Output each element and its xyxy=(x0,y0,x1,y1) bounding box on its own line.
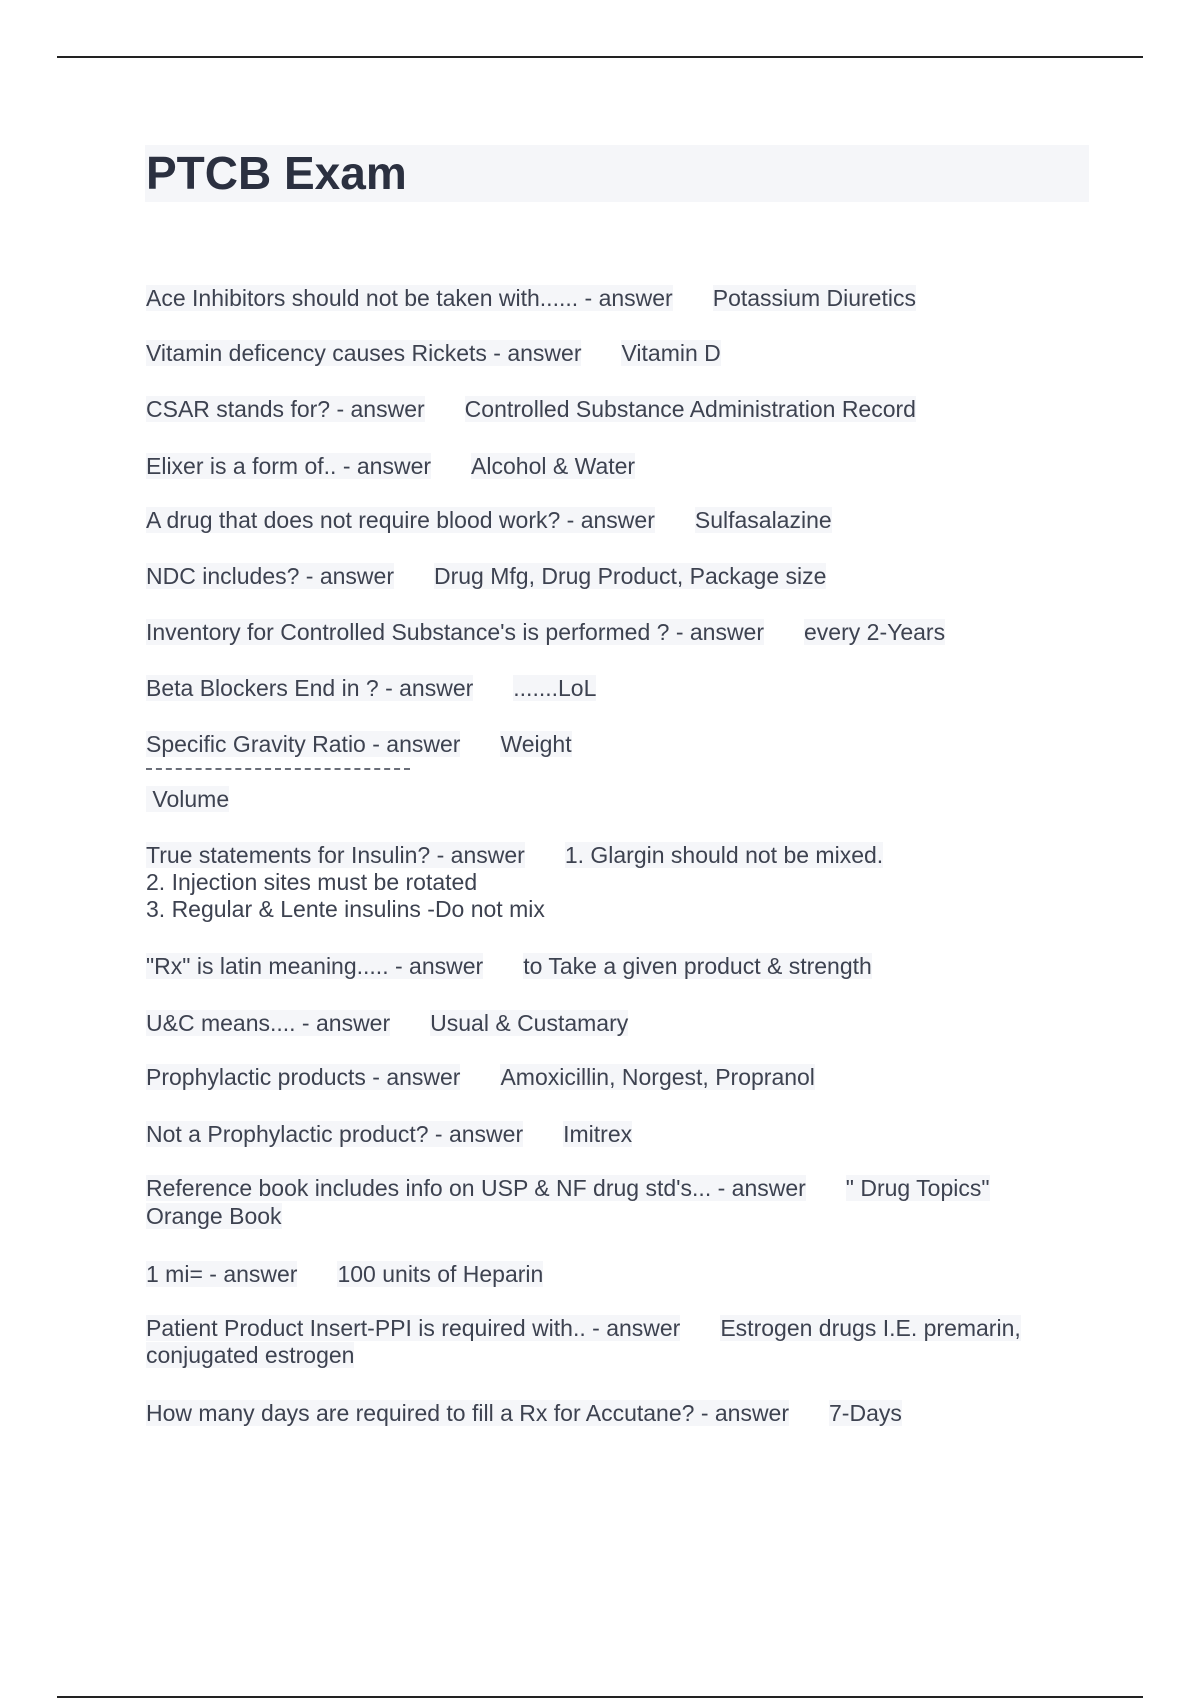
question: 1 mi= - answer xyxy=(146,1261,298,1287)
qa-item-17 xyxy=(146,1315,1021,1342)
answer: Weight xyxy=(500,731,572,757)
question: Specific Gravity Ratio - answer xyxy=(146,731,461,757)
answer: Usual & Custamary xyxy=(430,1010,629,1036)
question: Patient Product Insert-PPI is required with.. - answer xyxy=(146,1315,681,1341)
answer: Imitrex xyxy=(563,1121,633,1147)
question: Inventory for Controlled Substance's is performed ? - answer xyxy=(146,619,765,645)
answer: Amoxicillin, Norgest, Propranol xyxy=(500,1064,815,1090)
question: A drug that does not require blood work? - answer xyxy=(146,507,655,533)
question: Reference book includes info on USP & NF drug std's... - answer xyxy=(146,1175,806,1201)
qa-item-5 xyxy=(146,507,832,534)
answer-line-2: Orange Book xyxy=(146,1203,282,1229)
fraction-divider xyxy=(146,768,410,770)
qa-item-7 xyxy=(146,619,945,646)
answer-line-2: conjugated estrogen xyxy=(146,1342,355,1368)
qa-item-10 xyxy=(146,842,883,869)
question: NDC includes? - answer xyxy=(146,563,394,589)
answer: " Drug Topics" xyxy=(845,1175,990,1201)
answer: Drug Mfg, Drug Product, Package size xyxy=(433,563,827,589)
page-title: PTCB Exam xyxy=(146,147,407,199)
bottom-rule xyxy=(57,1696,1143,1698)
question: "Rx" is latin meaning..... - answer xyxy=(146,953,484,979)
answer: Potassium Diuretics xyxy=(712,285,916,311)
question: Elixer is a form of.. - answer xyxy=(146,453,432,479)
answer: Controlled Substance Administration Record xyxy=(464,396,916,422)
qa-item-10-line-2 xyxy=(146,869,477,896)
question: How many days are required to fill a Rx for Accutane? - answer xyxy=(146,1400,790,1426)
answer: Estrogen drugs I.E. premarin, xyxy=(720,1315,1021,1341)
question: Prophylactic products - answer xyxy=(146,1064,461,1090)
qa-item-3 xyxy=(146,396,916,423)
qa-item-6 xyxy=(146,563,826,590)
qa-item-18 xyxy=(146,1400,902,1427)
qa-item-4 xyxy=(146,453,635,480)
answer: 1. Glargin should not be mixed. xyxy=(564,842,884,868)
qa-item-14 xyxy=(146,1121,632,1148)
qa-item-15 xyxy=(146,1175,990,1202)
question: CSAR stands for? - answer xyxy=(146,396,425,422)
qa-item-8 xyxy=(146,675,596,702)
answer: .......LoL xyxy=(513,675,597,701)
qa-item-10-line-3 xyxy=(146,896,545,923)
answer: 7-Days xyxy=(829,1400,902,1426)
question: Ace Inhibitors should not be taken with...... - answer xyxy=(146,285,673,311)
answer: 100 units of Heparin xyxy=(337,1261,544,1287)
qa-item-2 xyxy=(146,340,721,367)
answer: to Take a given product & strength xyxy=(523,953,872,979)
answer-line-2: 2. Injection sites must be rotated xyxy=(146,869,478,895)
qa-item-12 xyxy=(146,1010,628,1037)
qa-item-17-line-2 xyxy=(146,1342,354,1369)
question: Not a Prophylactic product? - answer xyxy=(146,1121,524,1147)
answer: Vitamin D xyxy=(621,340,721,366)
top-rule xyxy=(57,56,1143,58)
question: True statements for Insulin? - answer xyxy=(146,842,525,868)
question: Vitamin deficency causes Rickets - answer xyxy=(146,340,582,366)
answer: every 2-Years xyxy=(804,619,946,645)
qa-item-16 xyxy=(146,1261,543,1288)
qa-item-9-continued xyxy=(146,786,229,813)
qa-item-13 xyxy=(146,1064,815,1091)
qa-item-9 xyxy=(146,731,572,758)
answer-line-2: Volume xyxy=(146,786,230,812)
answer-line-3: 3. Regular & Lente insulins -Do not mix xyxy=(146,896,545,922)
question: U&C means.... - answer xyxy=(146,1010,391,1036)
answer: Alcohol & Water xyxy=(471,453,636,479)
answer: Sulfasalazine xyxy=(694,507,832,533)
qa-item-15-line-2 xyxy=(146,1203,282,1230)
question: Beta Blockers End in ? - answer xyxy=(146,675,474,701)
qa-item-1 xyxy=(146,285,916,312)
qa-item-11 xyxy=(146,953,872,980)
